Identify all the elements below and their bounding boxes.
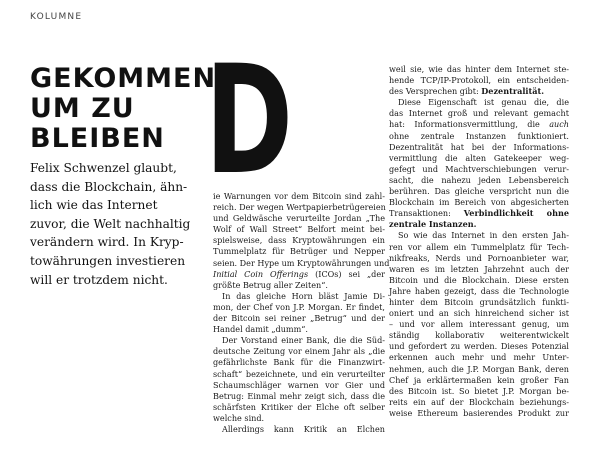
text-line: waren es im letzten Jahrzehnt auch der (389, 263, 569, 274)
text-line: spielsweise, dass Kryptowährungen ein (213, 235, 385, 246)
text-line: In das gleiche Horn bläst Jamie Di- (222, 290, 385, 301)
text-line: hinter dem Bitcoin grundsätzlich funkti- (389, 296, 569, 307)
text-line: ren vor allem ein Tummelplatz für Tech- (389, 241, 569, 252)
text-line: Transaktionen: Verbindlichkeit ohne (389, 208, 569, 219)
teaser-line: lich wie das Internet (30, 198, 158, 213)
text-line: reich. Der wegen Wertpapierbetrügereien (213, 202, 386, 213)
text-line: reits ein auf der Blockchain beziehungs- (389, 396, 569, 407)
section-label: KOLUMNE (30, 12, 83, 22)
text-line: des Bitcoin ist. So bietet J.P. Morgan be- (389, 385, 569, 396)
text-line: Diese Eigenschaft ist genau die, die (398, 97, 569, 108)
text-line: Bitcoin und die Blockchain. Diese ersten (389, 274, 569, 285)
text-line: berühren. Das gleiche verspricht nun die (389, 186, 569, 197)
text-line: schärfsten Kritiker der Elche oft selber (213, 401, 385, 412)
drop-cap-letter: D (205, 60, 293, 180)
text-line: des Versprechen gibt: Dezentralität. (389, 86, 545, 97)
text-line: Betrug: Einmal mehr zeigt sich, dass die (213, 390, 385, 401)
text-line: schaft“ bezeichnete, und ein verurteilter (213, 368, 385, 379)
text-line: gefährlichste Bank für die Finanzwirt- (213, 357, 385, 368)
text-line: So wie das Internet in den ersten Jah- (398, 230, 569, 241)
text-line: nikfreaks, Nerds und Pornoanbieter war, (389, 252, 569, 263)
text-line: deutsche Zeitung vor einem Jahr als „die (213, 346, 385, 357)
text-line: seien. Der Hype um Kryptowährungen und (213, 257, 390, 268)
teaser-line: zuvor, die Welt nachhaltig (30, 216, 191, 231)
article-column-1 (213, 191, 390, 435)
text-line: mon, der Chef von J.P. Morgan. Er findet, (213, 301, 385, 312)
text-line: Jahre haben gezeigt, dass die Technologie (389, 285, 569, 296)
text-line: oniert und an sich hinreichend sicher ist (389, 308, 569, 319)
teaser-line: dass die Blockchain, ähn- (30, 179, 188, 194)
text-line: und Geldwäsche verurteilte Jordan „The (213, 213, 385, 224)
drop-cap (205, 60, 295, 180)
text-line: hende TCP/IP-Protokoll, ein entscheiden- (389, 75, 569, 86)
text-line: zentrale Instanzen. (389, 219, 477, 230)
teaser-line: towährungen investieren (30, 253, 186, 268)
text-line: Dezentralität hat bei der Informations- (389, 141, 569, 152)
text-line: nehmen, auch die J.P. Morgan Bank, deren (389, 363, 569, 374)
article-column-2 (389, 64, 569, 419)
text-line: weil sie, wie das hinter dem Internet ste- (389, 64, 569, 74)
headline (30, 63, 228, 154)
text-line: Allerdings kann Kritik an Elchen (222, 423, 385, 434)
text-line: Wolf of Wall Street“ Belfort meint bei- (213, 224, 385, 235)
text-line: ie Warnungen vor dem Bitcoin sind zahl- (213, 191, 385, 201)
text-line: welche sind. (213, 412, 265, 423)
text-line: Schaumschläger warnen vor Gier und (213, 379, 385, 390)
text-line: Handel damit „dumm“. (213, 324, 308, 335)
text-line: weise Ethereum basierendes Produkt zur (389, 407, 569, 418)
text-line: und gefordert zu werden. Dieses Potenzial (389, 341, 569, 352)
teaser-line: will er trotzdem nicht. (30, 272, 168, 287)
teaser-line: Felix Schwenzel glaubt, (30, 161, 177, 175)
headline-line: BLEIBEN (30, 123, 165, 154)
text-line: Chef ja erklärtermaßen kein großer Fan (389, 374, 569, 385)
headline-line: GEKOMMEN, (30, 63, 228, 94)
text-line: ständig kollaborativ weiterentwickelt (389, 330, 569, 341)
headline-line: UM ZU (30, 93, 135, 124)
text-line: das Internet groß und relevant gemacht (389, 108, 569, 119)
text-line: vermittlung die alten Gatekeeper weg- (389, 152, 569, 163)
text-line: – und vor allem interessant genug, um (389, 319, 569, 330)
text-line: gefegt und Machtverschiebungen verur- (389, 163, 569, 174)
text-line: ohne zentrale Instanzen funktioniert. (389, 130, 569, 141)
text-line: sacht, die nahezu jeden Lebensbereich (389, 174, 569, 185)
text-line: der Bitcoin sei reiner „Betrug“ und der (213, 313, 385, 324)
text-line: Blockchain im Bereich von abgesicherten (389, 197, 569, 208)
text-line: Initial Coin Offerings (ICOs) sei „der (213, 268, 386, 279)
text-line: Tummelplatz für Betrüger und Nepper (213, 246, 385, 257)
text-line: erkennen auch mehr und mehr Unter- (389, 352, 569, 363)
text-line: Der Vorstand einer Bank, die die Süd- (222, 335, 385, 346)
teaser (30, 159, 208, 289)
text-line: hat: Informationsvermittlung, die auch (389, 119, 569, 130)
text-line: größte Betrug aller Zeiten“. (213, 279, 328, 290)
teaser-line: verändern wird. In Kryp- (30, 235, 184, 250)
